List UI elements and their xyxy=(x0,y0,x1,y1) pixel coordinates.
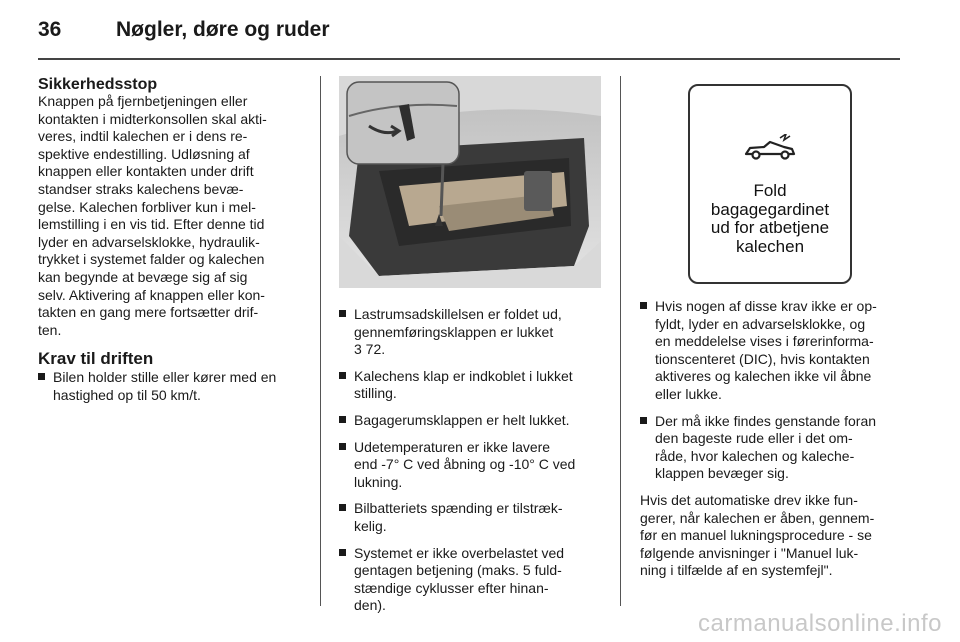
bullet-square-icon xyxy=(339,310,346,317)
dic-message-figure xyxy=(640,76,902,288)
line: Udetemperaturen er ikke lavere xyxy=(354,438,551,455)
line: standser straks kalechens bevæ- xyxy=(38,180,244,197)
line: trykket i systemet falder og kalechen xyxy=(38,251,265,268)
line: kalechen xyxy=(735,236,805,256)
line: lukning. xyxy=(354,473,403,490)
bullet-square-icon xyxy=(339,504,346,511)
list-item xyxy=(339,368,603,403)
trunk-illustration xyxy=(339,76,601,288)
line: Bilen holder stille eller kører med en xyxy=(53,369,277,386)
line: ud for atbetjene xyxy=(710,218,830,237)
line: følgende anvisninger i "Manuel luk- xyxy=(640,544,859,561)
header-rule xyxy=(38,58,900,60)
line: Systemet er ikke overbelastet ved xyxy=(354,544,565,561)
line: Lastrumsadskillelsen er foldet ud, xyxy=(354,306,562,322)
bullet-square-icon xyxy=(339,443,346,450)
line: stændige cyklusser efter hinan- xyxy=(354,579,549,596)
line: Hvis det automatiske drev ikke fun- xyxy=(640,491,858,508)
trunk-photo xyxy=(339,76,601,288)
list-item xyxy=(339,500,603,535)
line: Knappen på fjernbetjeningen eller xyxy=(38,93,248,109)
list-item xyxy=(38,369,304,404)
page-header xyxy=(38,18,330,42)
paragraph-sikkerhedsstop xyxy=(38,93,304,339)
bullet-list-col1 xyxy=(38,369,304,404)
list-item xyxy=(339,412,603,430)
column-divider-1 xyxy=(320,76,321,606)
convertible-car-icon xyxy=(740,134,800,164)
line: før en manuel lukningsprocedure - se xyxy=(640,527,872,544)
line: klappen bevæger sig. xyxy=(655,465,789,482)
column-2 xyxy=(339,76,603,624)
line: gentagen betjening (maks. 5 fuld- xyxy=(354,562,562,579)
bullet-square-icon xyxy=(339,372,346,379)
line: Fold xyxy=(753,181,787,200)
bullet-square-icon xyxy=(640,302,647,309)
line: lyder en advarselsklokke, hydraulik- xyxy=(38,233,260,250)
dic-message-display xyxy=(688,84,852,284)
line: råde, hvor kalechen og kaleche- xyxy=(655,447,855,464)
page-title: Nøgler, døre og ruder xyxy=(116,18,330,41)
line: Hvis nogen af disse krav ikke er op- xyxy=(655,298,877,314)
line: kontakten i midterkonsollen skal akti- xyxy=(38,110,267,127)
list-item xyxy=(339,306,603,359)
line: knappen eller kontakten under drift xyxy=(38,163,254,180)
line: en meddelelse vises i førerinforma- xyxy=(655,333,874,350)
line: Der må ikke findes genstande foran xyxy=(655,412,877,429)
line: tionscenteret (DIC), hvis kontakten xyxy=(655,350,870,367)
line: bagagegardinet xyxy=(710,199,830,219)
line: takten en gang mere fortsætter drif- xyxy=(38,304,259,321)
page-number: 36 xyxy=(38,18,62,41)
line: den bageste rude eller i det om- xyxy=(655,430,853,447)
line: gelse. Kalechen forbliver kun i mel- xyxy=(38,198,256,215)
line: kan begynde at bevæge sig af sig xyxy=(38,268,248,285)
bullet-square-icon xyxy=(640,417,647,424)
list-item xyxy=(339,439,603,492)
line: hastighed op til 50 km/t. xyxy=(53,386,201,403)
dic-message-text xyxy=(690,182,850,256)
paragraph-manual-closing xyxy=(640,492,902,580)
line: fyldt, lyder en advarselsklokke, og xyxy=(655,315,866,332)
column-1 xyxy=(38,76,304,414)
bullet-square-icon xyxy=(339,549,346,556)
bullet-list-col3 xyxy=(640,298,902,483)
line: ning i tilfælde af en systemfejl". xyxy=(640,562,833,579)
line: aktiveres og kalechen ikke vil åbne xyxy=(655,368,872,385)
line: gerer, når kalechen er åben, gennem- xyxy=(640,509,875,526)
column-divider-2 xyxy=(620,76,621,606)
line: gennemføringsklappen er lukket xyxy=(354,323,554,340)
line: end -7° C ved åbning og -10° C ved xyxy=(354,456,576,473)
line: lemstilling i en vis tid. Efter denne tid xyxy=(38,216,265,233)
line: stilling. xyxy=(354,385,397,402)
bullet-square-icon xyxy=(38,373,45,380)
bullet-list-col2 xyxy=(339,306,603,615)
line: kelig. xyxy=(354,517,387,534)
list-item xyxy=(640,413,902,483)
line: ten. xyxy=(38,321,62,338)
section-heading-krav-til-driften: Krav til driften xyxy=(38,349,154,369)
section-heading-sikkerhedsstop: Sikkerhedsstop xyxy=(38,76,158,93)
line: veres, indtil kalechen er i dens re- xyxy=(38,128,248,145)
bullet-square-icon xyxy=(339,416,346,423)
line: eller lukke. xyxy=(655,385,722,402)
line: Bilbatteriets spænding er tilstræk- xyxy=(354,500,563,517)
list-item xyxy=(339,545,603,615)
line: Bagagerumsklappen er helt lukket. xyxy=(354,411,570,428)
line: spektive endestilling. Udløsning af xyxy=(38,145,250,162)
watermark: carmanualsonline.info xyxy=(698,610,942,637)
column-3 xyxy=(640,76,902,580)
page-reference-link[interactable]: 3 72. xyxy=(354,341,386,358)
line: Kalechens klap er indkoblet i lukket xyxy=(354,367,573,384)
line: selv. Aktivering af knappen eller kon- xyxy=(38,286,265,303)
list-item xyxy=(640,298,902,404)
line: den). xyxy=(354,597,386,614)
